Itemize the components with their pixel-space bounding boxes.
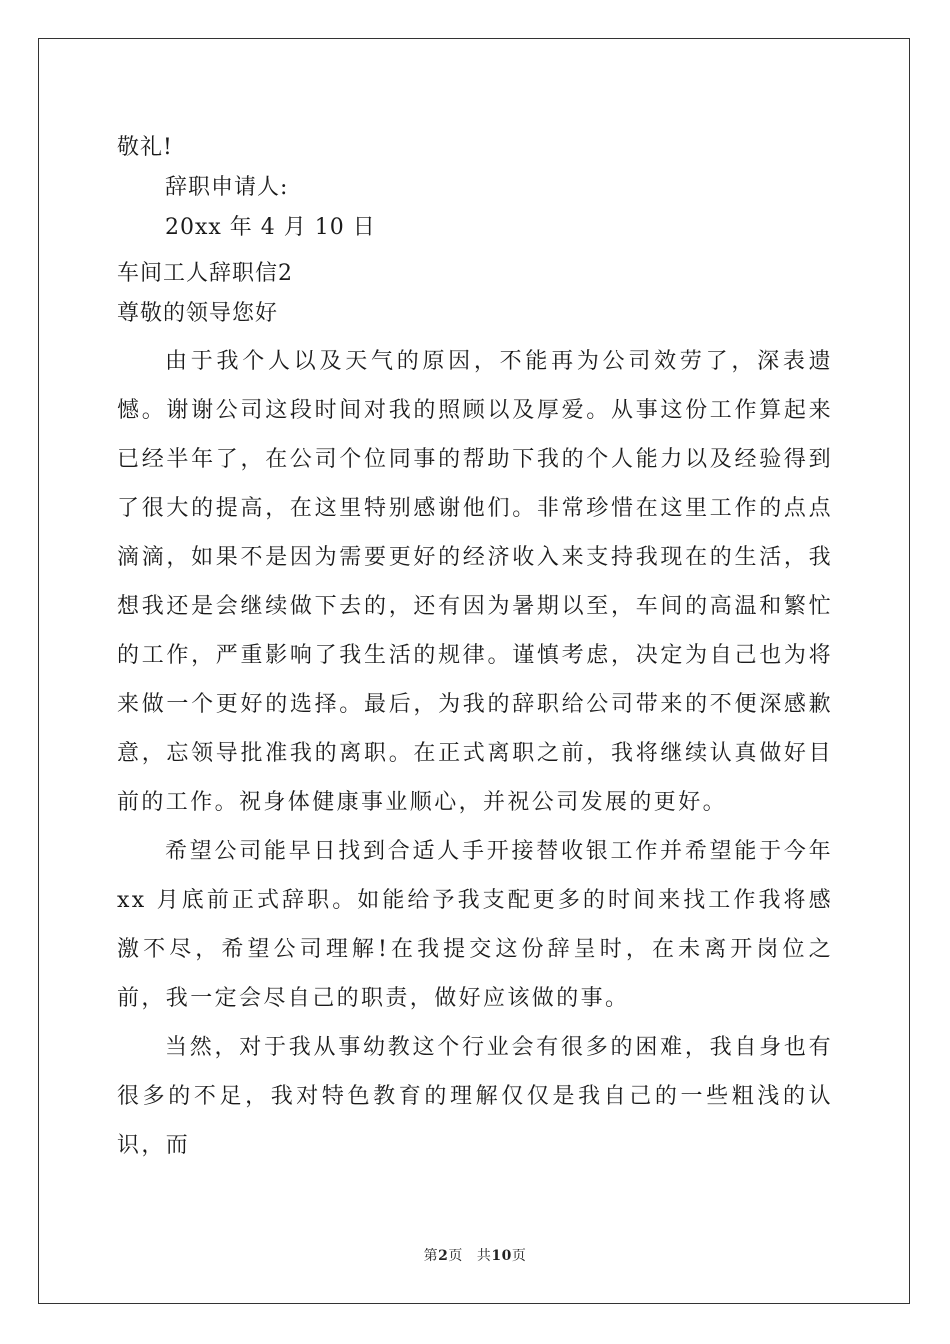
- total-prefix: 共: [476, 1248, 492, 1264]
- body-paragraph: 希望公司能早日找到合适人手开接替收银工作并希望能于今年 xx 月底前正式辞职。如能给予我支配更多的时间来找工作我将感激不尽，希望公司理解!在我提交这份辞呈时，在未离开岗位之前，我一定会尽自己的职责，做好应该做的事。: [117, 839, 833, 1011]
- page-number: 2: [438, 1248, 449, 1264]
- total-pages: 10: [491, 1248, 512, 1264]
- document-body: [117, 128, 833, 1170]
- signature-label: 辞职申请人:: [165, 175, 289, 200]
- body-paragraph: 当然，对于我从事幼教这个行业会有很多的困难，我自身也有很多的不足，我对特色教育的理解仅仅是我自己的一些粗浅的认识，而: [117, 1035, 833, 1158]
- salutation: 尊敬的领导您好: [117, 301, 279, 326]
- total-suffix: 页: [511, 1248, 527, 1264]
- closing-line: 敬礼!: [117, 135, 173, 160]
- body-paragraph: 由于我个人以及天气的原因，不能再为公司效劳了，深表遗憾。谢谢公司这段时间对我的照顾以及厚爱。从事这份工作算起来已经半年了，在公司个位同事的帮助下我的个人能力以及经验得到了很大的提高，在这里特别感谢他们。非常珍惜在这里工作的点点滴滴，如果不是因为需要更好的经济收入来支持我现在的生活，我想我还是会继续做下去的，还有因为暑期以至，车间的高温和繁忙的工作，严重影响了我生活的规律。谨慎考虑，决定为自己也为将来做一个更好的选择。最后，为我的辞职给公司带来的不便深感歉意，忘领导批准我的离职。在正式离职之前，我将继续认真做好目前的工作。祝身体健康事业顺心，并祝公司发展的更好。: [117, 349, 833, 815]
- page-suffix: 页: [448, 1248, 463, 1264]
- section-title: 车间工人辞职信2: [117, 261, 293, 286]
- page-footer: [0, 1245, 950, 1265]
- page-prefix: 第: [423, 1248, 439, 1264]
- letter-date: 20xx 年 4 月 10 日: [165, 215, 376, 240]
